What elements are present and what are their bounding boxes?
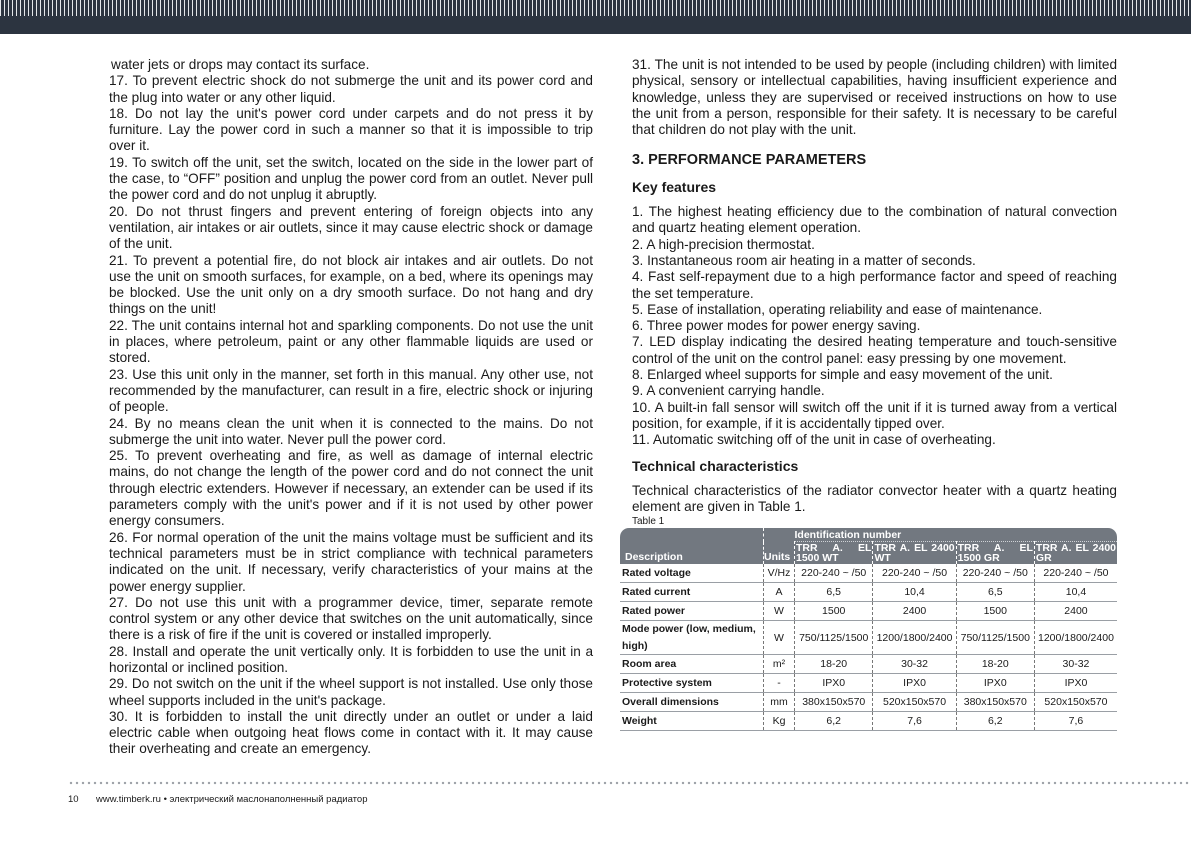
table-row [620, 674, 1117, 693]
tech-intro: Technical characteristics of the radiator convector heater with a quartz heating element are given in Table 1. [632, 482, 1117, 515]
top-banner [0, 0, 1191, 34]
row-unit: Kg [764, 712, 795, 731]
table-row [620, 564, 1117, 583]
row-value: 1500 [795, 602, 873, 621]
header-model: TRR A. EL 2400 WT [874, 542, 955, 565]
safety-item: water jets or drops may contact its surface. [111, 57, 370, 72]
header-model: TRR A. EL 1500 WT [796, 542, 872, 565]
row-value: 220-240 ~ /50 [873, 564, 956, 583]
row-description: Rated voltage [620, 564, 764, 583]
feature-item: 5. Ease of installation, operating reliability and ease of maintenance. [632, 301, 1043, 317]
feature-item: 10. A built-in fall sensor will switch off the unit if it is turned away from a vertical position, for example, if it is accidentally tipped over. [632, 399, 1117, 431]
row-value: 220-240 ~ /50 [1034, 564, 1117, 583]
safety-item: 23. Use this unit only in the manner, set forth in this manual. Any other use, not recommended by the manufacturer, can result in a fire, electric shock or injuring of people. [109, 366, 593, 415]
safety-item: 29. Do not switch on the unit if the wheel support is not installed. Use only those wheel supports included in the unit's package. [109, 676, 593, 708]
spec-table [620, 528, 1117, 731]
safety-item: 26. For normal operation of the unit the mains voltage must be sufficient and its technical parameters must be in strict compliance with technical parameters indicated on the unit. If necessary, verify characteristics of your mains at the power energy supplier. [109, 529, 593, 594]
row-value: 220-240 ~ /50 [795, 564, 873, 583]
row-value: 1200/1800/2400 [873, 621, 956, 655]
tech-title: Technical characteristics [632, 457, 799, 474]
footer-divider [68, 781, 1191, 785]
table-row [620, 602, 1117, 621]
page-number: 10 [68, 794, 79, 805]
row-value: 1500 [956, 602, 1034, 621]
row-value: 30-32 [1034, 655, 1117, 674]
row-description: Room area [620, 655, 764, 674]
row-unit: V/Hz [764, 564, 795, 583]
safety-item: 27. Do not use this unit with a programmer device, timer, separate remote control system or any other device that switches on the unit automatically, since there is a risk of fire if the unit is covered or installed improperly. [109, 594, 593, 643]
safety-item-31: 31. The unit is not intended to be used by people (including children) with limited physical, sensory or intellectual capabilities, having insufficient experience and knowledge, unless they are supervised or received instructions on how to use the unit from a person, responsible for their safety. It is necessary to be careful that children do not play with the unit. [632, 57, 1117, 138]
table-row [620, 712, 1117, 731]
safety-item: 20. Do not thrust fingers and prevent entering of foreign objects into any ventilation, air intakes or air outlets, since it may cause electric shock or damage of the unit. [109, 203, 593, 252]
row-value: 220-240 ~ /50 [956, 564, 1034, 583]
row-value: 30-32 [873, 655, 956, 674]
row-value: IPX0 [1034, 674, 1117, 693]
safety-item: 28. Install and operate the unit vertically only. It is forbidden to use the unit in a horizontal or inclined position. [109, 643, 593, 675]
row-value: 7,6 [1034, 712, 1117, 731]
safety-item: 24. By no means clean the unit when it is connected to the mains. Do not submerge the unit into water. Never pull the power cord. [109, 415, 593, 447]
row-unit: W [764, 621, 795, 655]
row-description: Weight [620, 712, 764, 731]
row-value: 10,4 [1034, 583, 1117, 602]
footer-text: www.timberk.ru • электрический маслонаполненный радиатор [96, 794, 368, 805]
row-unit: m² [764, 655, 795, 674]
row-unit: - [764, 674, 795, 693]
safety-item: 25. To prevent overheating and fire, as well as damage of internal electric mains, do not change the length of the power cord and do not connect the unit through electric extenders. However if necessary, an extender can be used if its parameters comply with the unit's power and if it is not used by other power energy consumers. [109, 448, 593, 529]
row-value: 6,5 [795, 583, 873, 602]
safety-item: 18. Do not lay the unit's power cord under carpets and do not press it by furniture. Lay the power cord in such a manner so that it is impossible to trip over it. [109, 105, 593, 154]
safety-item: 22. The unit contains internal hot and sparkling components. Do not use the unit in places, where petroleum, paint or any other flammable liquids are used or stored. [109, 317, 593, 366]
row-value: 18-20 [795, 655, 873, 674]
feature-item: 1. The highest heating efficiency due to the combination of natural convection and quartz heating element operation. [632, 204, 1117, 236]
row-value: 6,5 [956, 583, 1034, 602]
row-value: 750/1125/1500 [956, 621, 1034, 655]
safety-item: 21. To prevent a potential fire, do not block air intakes and air outlets. Do not use the unit on smooth surfaces, for example, on a bed, where its openings may be blocked. Use the unit only on a dry smooth surface. Do not hang and dry things on the unit! [109, 252, 593, 317]
right-column [622, 57, 1117, 731]
row-value: IPX0 [956, 674, 1034, 693]
table-row [620, 655, 1117, 674]
row-value: 2400 [1034, 602, 1117, 621]
safety-item: 30. It is forbidden to install the unit directly under an outlet or under a laid electric cable when outgoing heat flows come in contact with it. It may cause their overheating and create an emergency. [109, 708, 593, 757]
row-value: 6,2 [795, 712, 873, 731]
row-value: 7,6 [873, 712, 956, 731]
row-unit: W [764, 602, 795, 621]
row-value: 520x150x570 [1034, 693, 1117, 712]
row-description: Rated power [620, 602, 764, 621]
feature-item: 7. LED display indicating the desired heating temperature and touch-sensitive control of the unit on the control panel: easy pressing by one movement. [632, 334, 1117, 366]
table-row [620, 693, 1117, 712]
row-value: 10,4 [873, 583, 956, 602]
feature-item: 3. Instantaneous room air heating in a matter of seconds. [632, 252, 976, 268]
row-description: Overall dimensions [620, 693, 764, 712]
row-value: 380x150x570 [795, 693, 873, 712]
row-value: 380x150x570 [956, 693, 1034, 712]
section-title: 3. PERFORMANCE PARAMETERS [632, 152, 867, 169]
left-column [109, 57, 593, 758]
row-value: 6,2 [956, 712, 1034, 731]
header-model: TRR A. EL 1500 GR [957, 542, 1033, 565]
row-value: 520x150x570 [873, 693, 956, 712]
row-value: 750/1125/1500 [795, 621, 873, 655]
row-value: 1200/1800/2400 [1034, 621, 1117, 655]
key-features-title: Key features [632, 178, 717, 195]
header-description: Description [620, 528, 764, 564]
feature-item: 2. A high-precision thermostat. [632, 236, 815, 252]
row-unit: A [764, 583, 795, 602]
feature-item: 11. Automatic switching off of the unit in case of overheating. [632, 432, 996, 448]
header-units: Units [764, 528, 795, 564]
row-value: 18-20 [956, 655, 1034, 674]
row-value: IPX0 [873, 674, 956, 693]
table-row [620, 583, 1117, 602]
table-row [620, 621, 1117, 655]
safety-item: 17. To prevent electric shock do not submerge the unit and its power cord and the plug into water or any other liquid. [109, 73, 593, 105]
row-unit: mm [764, 693, 795, 712]
table-caption: Table 1 [632, 516, 665, 528]
feature-item: 8. Enlarged wheel supports for simple and easy movement of the unit. [632, 367, 1053, 383]
row-description: Mode power (low, medium, high) [620, 621, 764, 655]
feature-item: 6. Three power modes for power energy saving. [632, 318, 921, 334]
row-description: Protective system [620, 674, 764, 693]
row-value: 2400 [873, 602, 956, 621]
header-model: TRR A. EL 2400 GR [1035, 542, 1116, 565]
row-description: Rated current [620, 583, 764, 602]
safety-item: 19. To switch off the unit, set the switch, located on the side in the lower part of the case, to “OFF” position and unplug the power cord from an outlet. Never pull the power cord and do not unplug it abruptly. [109, 154, 593, 203]
feature-item: 9. A convenient carrying handle. [632, 383, 825, 399]
header-identification: Identification number [795, 528, 1118, 542]
feature-item: 4. Fast self-repayment due to a high performance factor and speed of reaching the set temperature. [632, 269, 1117, 301]
row-value: IPX0 [795, 674, 873, 693]
banner-stripes [0, 0, 1191, 16]
